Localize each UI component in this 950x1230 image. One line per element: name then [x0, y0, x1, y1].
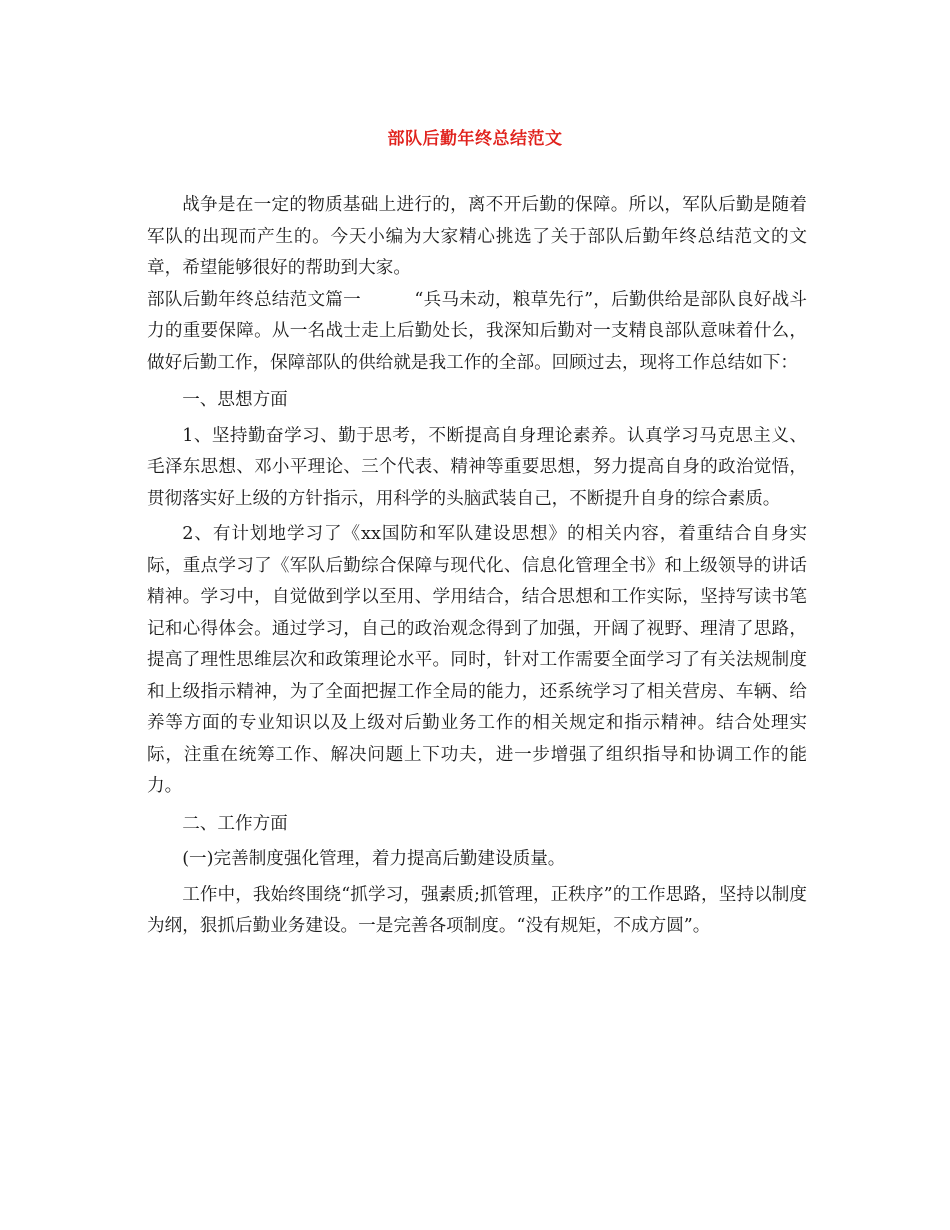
article-one-opening-paragraph: 部队后勤年终总结范文篇一 “兵马未动，粮草先行”，后勤供给是部队良好战斗力的重要保障。从一名战士走上后勤处长，我深知后勤对一支精良部队意味着什么，做好后勤工作，保障部队的供给就是我工作的全部。回顾过去，现将工作总结如下：	[147, 289, 807, 373]
work-paragraph: 工作中，我始终围绕“抓学习，强素质;抓管理，正秩序”的工作思路，坚持以制度为纲，狠抓后勤业务建设。一是完善各项制度。“没有规矩，不成方圆”。	[147, 884, 807, 936]
section-heading-work: 二、工作方面	[182, 813, 288, 834]
intro-paragraph: 战争是在一定的物质基础上进行的，离不开后勤的保障。所以，军队后勤是随着军队的出现而产生的。今天小编为大家精心挑选了关于部队后勤年终总结范文的文章，希望能够很好的帮助到大家。	[147, 195, 807, 278]
thought-item-1-paragraph: 1、坚持勤奋学习、勤于思考，不断提高自身理论素养。认真学习马克思主义、毛泽东思想、邓小平理论、三个代表、精神等重要思想，努力提高自身的政治觉悟，贯彻落实好上级的方针指示，用科学的头脑武装自己，不断提升自身的综合素质。	[147, 425, 807, 509]
work-subheading: (一)完善制度强化管理，着力提高后勤建设质量。	[182, 849, 566, 869]
document-body	[147, 190, 807, 943]
document-title: 部队后勤年终总结范文	[387, 129, 563, 149]
thought-item-2-paragraph: 2、有计划地学习了《xx国防和军队建设思想》的相关内容，着重结合自身实际，重点学习了《军队后勤综合保障与现代化、信息化管理全书》和上级领导的讲话精神。学习中，自觉做到学以至用、学用结合，结合思想和工作实际，坚持写读书笔记和心得体会。通过学习，自己的政治观念得到了加强，开阔了视野、理清了思路，提高了理性思维层次和政策理论水平。同时，针对工作需要全面学习了有关法规制度和上级指示精神，为了全面把握工作全局的能力，还系统学习了相关营房、车辆、给养等方面的专业知识以及上级对后勤业务工作的相关规定和指示精神。结合处理实际，注重在统筹工作、解决问题上下功夫，进一步增强了组织指导和协调工作的能力。	[147, 524, 807, 796]
section-heading-thought: 一、思想方面	[182, 390, 288, 410]
